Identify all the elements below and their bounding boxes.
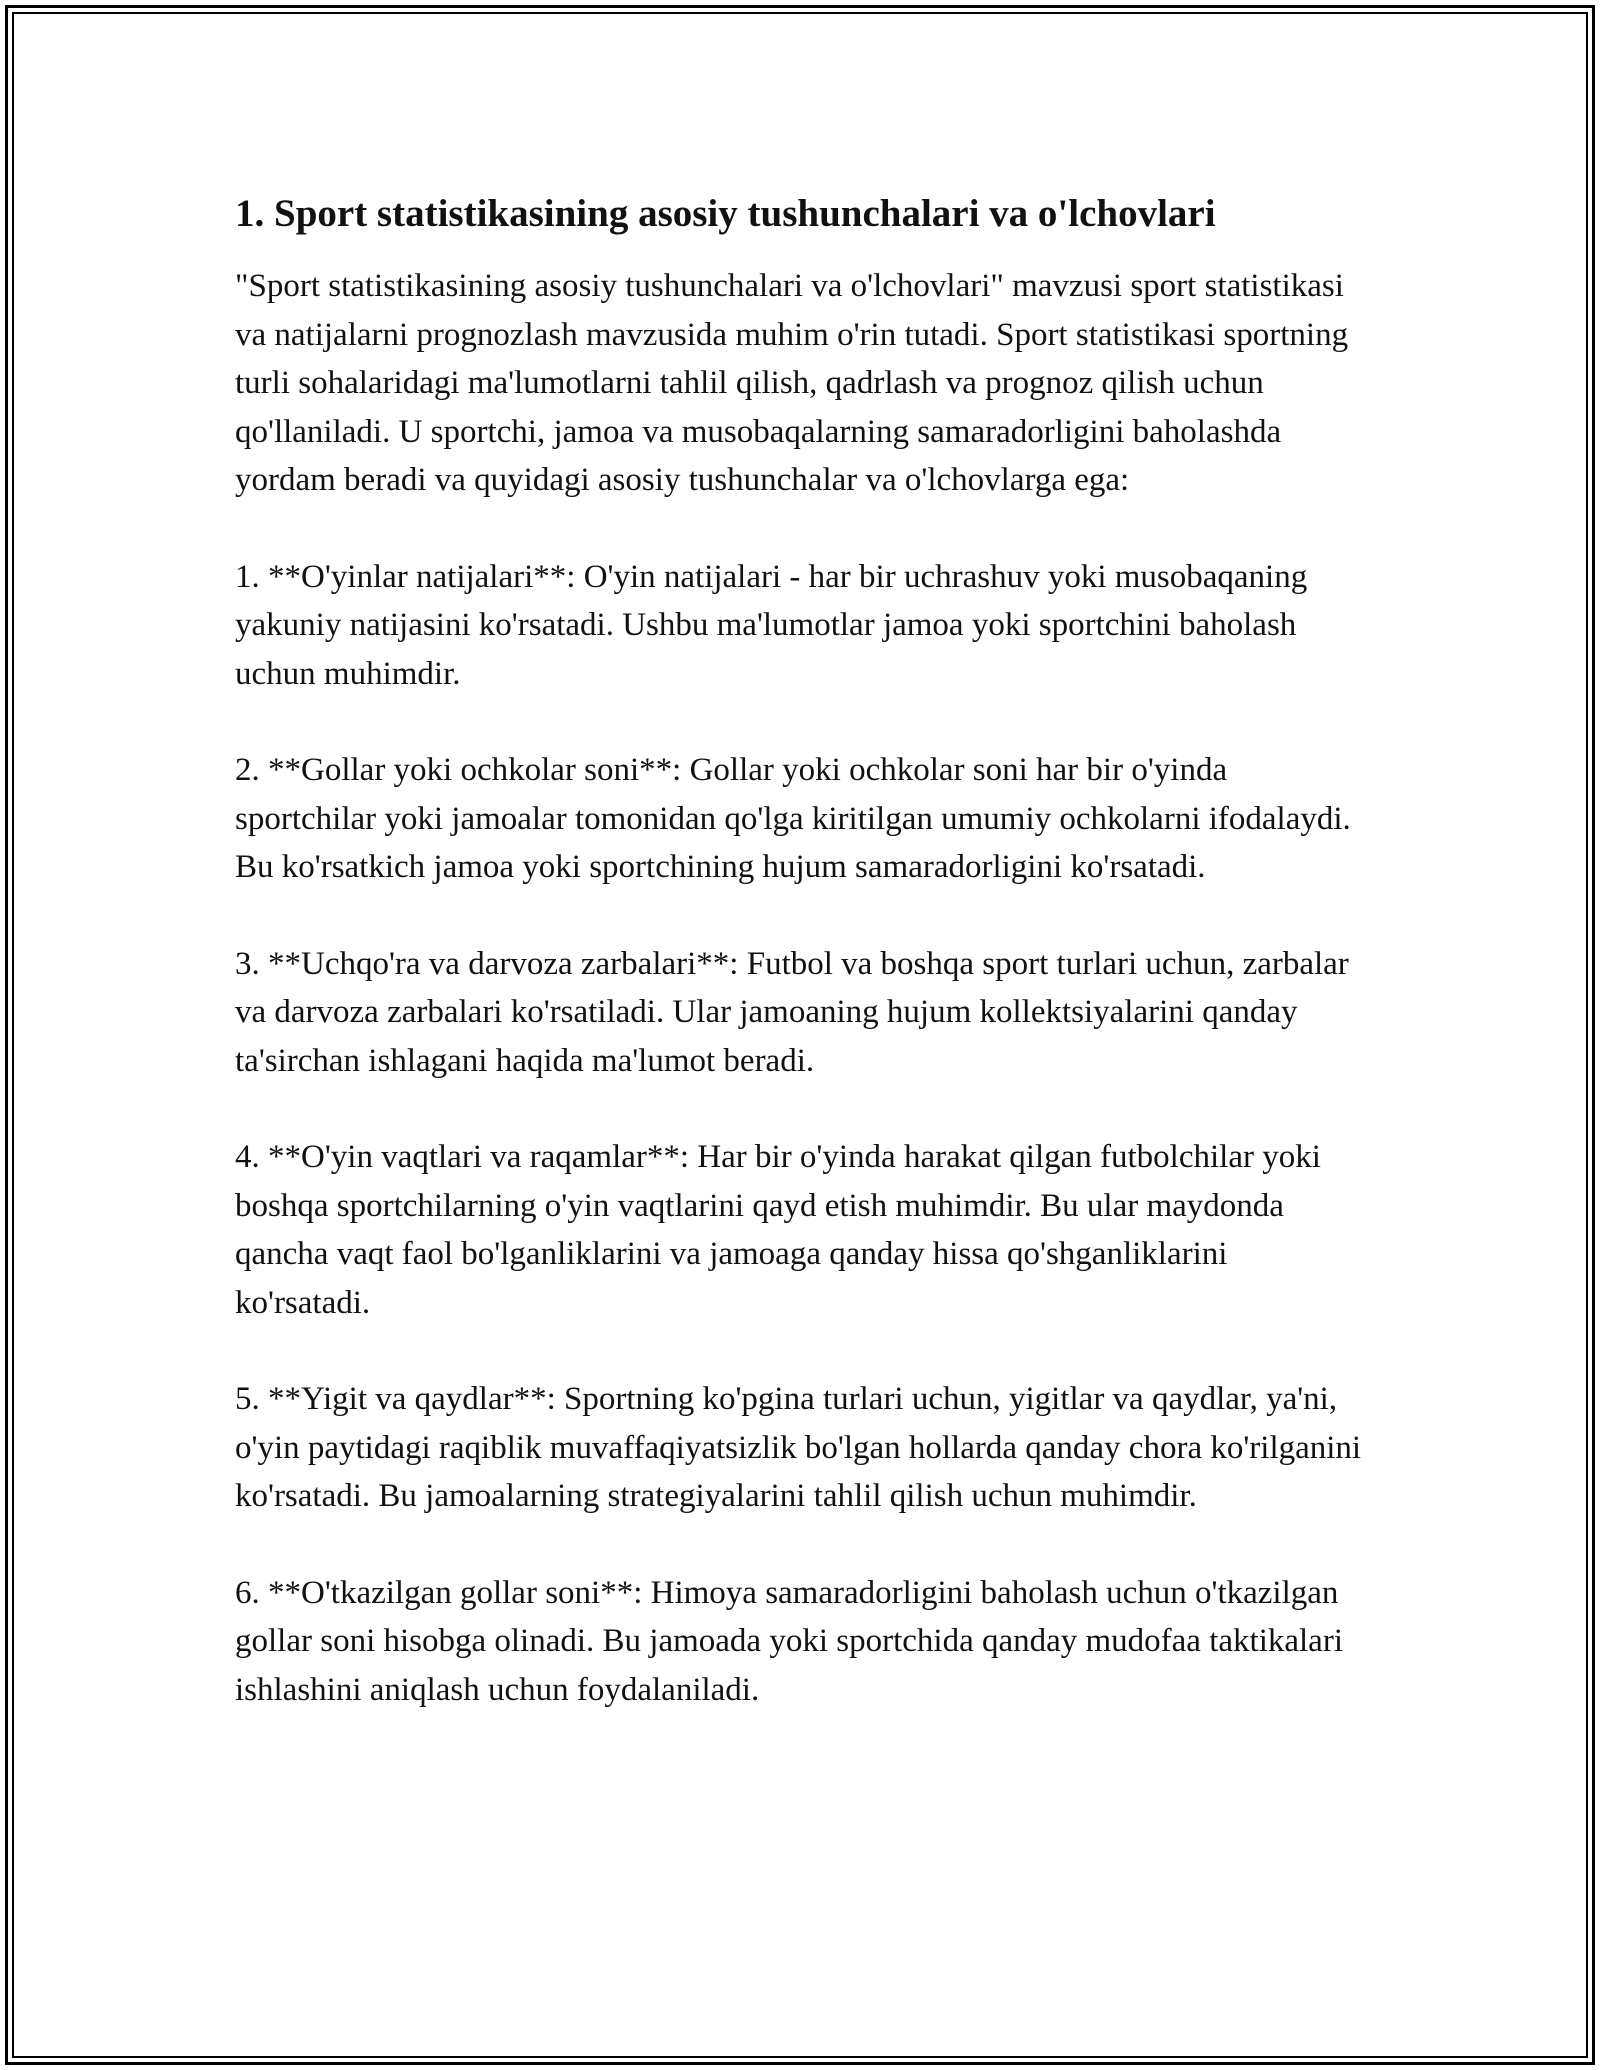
document-body	[235, 186, 1365, 1762]
intro-paragraph: "Sport statistikasining asosiy tushunchalari va o'lchovlari" mavzusi sport statistikasi va natijalarni prognozlash mavzusida muhim o'rin tutadi. Sport statistikasi sportning turli sohalaridagi ma'lumotlarni tahlil qilish, qadrlash va prognoz qilish uchun qo'llaniladi. U sportchi, jamoa va musobaqalarning samaradorligini baholashda yordam beradi va quyidagi asosiy tushunchalar va o'lchovlarga ega:	[235, 268, 1349, 498]
list-item-records: 5. **Yigit va qaydlar**: Sportning ko'pgina turlari uchun, yigitlar va qaydlar, ya'ni, o'yin paytidagi raqiblik muvaffaqiyatsizlik bo'lgan hollarda qanday chora ko'rilganini ko'rsatadi. Bu jamoalarning strategiyalarini tahlil qilish uchun muhimdir.	[235, 1381, 1362, 1514]
document-title: 1. Sport statistikasining asosiy tushunchalari va o'lchovlari	[235, 192, 1216, 235]
list-item-game-results: 1. **O'yinlar natijalari**: O'yin natijalari - har bir uchrashuv yoki musobaqaning yakuniy natijasini ko'rsatadi. Ushbu ma'lumotlar jamoa yoki sportchini baholash uchun muhimdir.	[235, 558, 1308, 692]
list-item-goals-conceded: 6. **O'tkazilgan gollar soni**: Himoya samaradorligini baholash uchun o'tkazilgan gollar soni hisobga olinadi. Bu jamoada yoki sportchida qanday mudofaa taktikalari ishlashini aniqlash uchun foydalaniladi.	[235, 1574, 1343, 1708]
list-item-shots: 3. **Uchqo'ra va darvoza zarbalari**: Futbol va boshqa sport turlari uchun, zarbalar va darvoza zarbalari ko'rsatiladi. Ular jamoaning hujum kollektsiyalarini qanday ta'sirchan ishlagani haqida ma'lumot beradi.	[235, 945, 1349, 1079]
list-item-playing-time: 4. **O'yin vaqtlari va raqamlar**: Har bir o'yinda harakat qilgan futbolchilar yoki boshqa sportchilarning o'yin vaqtlarini qayd etish muhimdir. Bu ular maydonda qancha vaqt faol bo'lganliklarini va jamoaga qanday hissa qo'shganliklarini ko'rsatadi.	[235, 1139, 1321, 1321]
list-item-goals-points: 2. **Gollar yoki ochkolar soni**: Gollar yoki ochkolar soni har bir o'yinda sportchilar yoki jamoalar tomonidan qo'lga kiritilgan umumiy ochkolarni ifodalaydi. Bu ko'rsatkich jamoa yoki sportchining hujum samaradorligini ko'rsatadi.	[235, 752, 1351, 885]
